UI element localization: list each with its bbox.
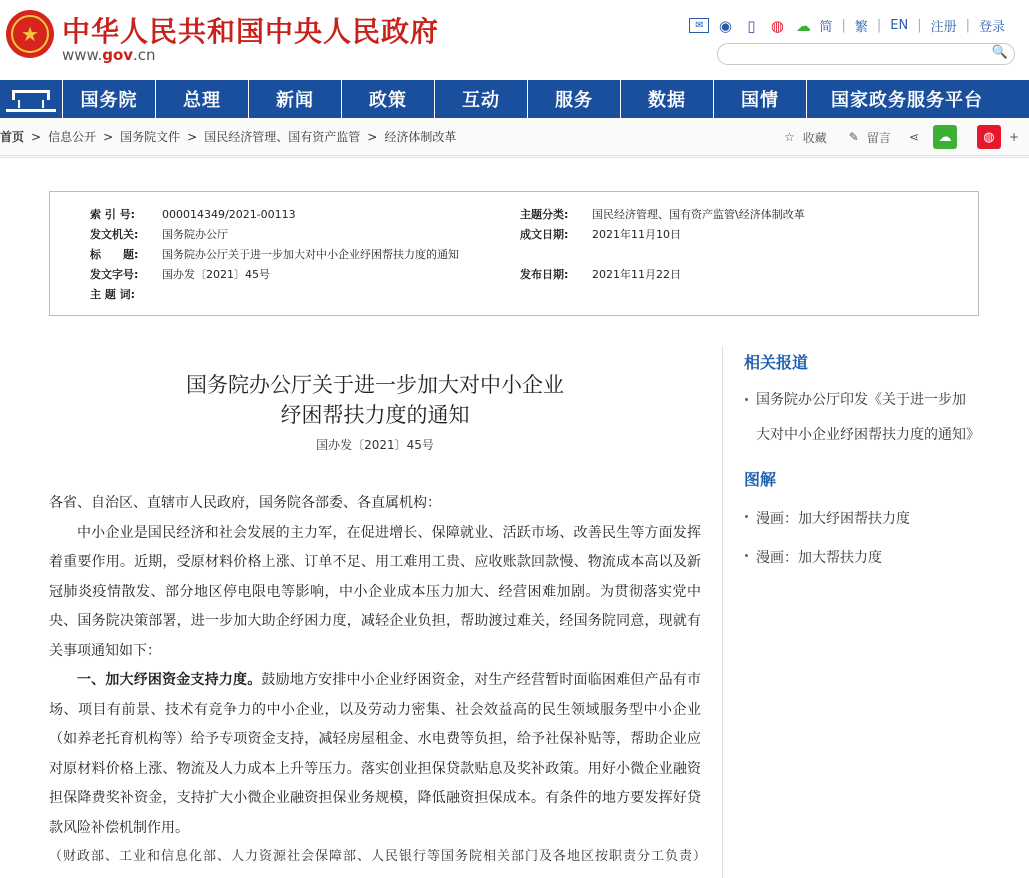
nav-item-interaction[interactable]: 互动	[434, 80, 527, 118]
link-simplified[interactable]: 简	[819, 20, 833, 35]
nav-item-data[interactable]: 数据	[620, 80, 713, 118]
issuer-value: 国务院办公厅	[162, 228, 228, 241]
docno-value: 国办发〔2021〕45号	[162, 268, 270, 281]
favorite-button[interactable]: 收藏	[802, 130, 827, 145]
article	[49, 370, 708, 871]
salutation: 各省、自治区、直辖市人民政府，国务院各部委、各直属机构：	[49, 495, 441, 511]
graphic-item[interactable]: 漫画：加大纾困帮扶力度	[744, 500, 1024, 539]
publish-date-value: 2021年11月22日	[592, 268, 681, 281]
sidebar-divider	[722, 346, 723, 878]
graphics-title: 图解	[744, 470, 777, 489]
graphic-item[interactable]: 漫画：加大帮扶力度	[744, 539, 1024, 578]
breadcrumb-state-council-docs[interactable]: 国务院文件	[120, 130, 181, 144]
paragraph-2-note: （财政部、工业和信息化部、人力资源社会保障部、人民银行等国务院相关部门及各地区按职责分工负责）	[49, 849, 708, 864]
keyword-label: 主 题 词:	[90, 288, 136, 301]
topic-label: 主题分类:	[520, 208, 569, 221]
link-login[interactable]: 登录	[978, 20, 1005, 35]
document-info-table	[49, 191, 979, 316]
article-body	[49, 489, 708, 871]
article-doc-number: 国办发〔2021〕45号	[316, 438, 434, 452]
weibo-icon[interactable]: ◍	[770, 16, 784, 35]
issuer-label: 发文机关:	[90, 228, 139, 241]
site-domain: www.gov.cn	[62, 46, 156, 64]
nav-item-service[interactable]: 服务	[527, 80, 620, 118]
comment-button[interactable]: 留言	[866, 130, 891, 145]
link-register[interactable]: 注册	[930, 20, 957, 35]
mail-icon[interactable]: ✉	[689, 18, 709, 33]
docno-label: 发文字号:	[90, 268, 139, 281]
paragraph-1: 中小企业是国民经济和社会发展的主力军，在促进增长、保障就业、活跃市场、改善民生等方面发挥着重要作用。近期，受原材料价格上涨、订单不足、用工难用工贵、应收账款回款慢、物流成本高以及新冠肺炎疫情散发、部分地区停电限电等影响，中小企业成本压力加大、经营困难加剧。为贯彻落实党中央、国务院决策部署，进一步加大助企纾困力度，减轻企业负担，帮助渡过难关，经国务院同意，现就有关事项通知如下：	[49, 524, 701, 659]
search-icon[interactable]: 🔍	[991, 45, 1008, 60]
date-value: 2021年11月10日	[592, 228, 681, 241]
breadcrumb-economy-management[interactable]: 国民经济管理、国有资产监管	[204, 130, 361, 144]
title-value: 国务院办公厅关于进一步加大对中小企业纾困帮扶力度的通知	[162, 248, 459, 261]
publish-date-label: 发布日期:	[520, 268, 569, 281]
wechat-share-icon[interactable]: ☁	[933, 125, 957, 149]
weibo-share-icon[interactable]: ◍	[977, 125, 1001, 149]
share-icon[interactable]: ⋖	[908, 130, 919, 144]
index-label: 索 引 号:	[90, 208, 136, 221]
article-title: 国务院办公厅关于进一步加大对中小企业 纾困帮扶力度的通知	[186, 373, 564, 427]
date-label: 成文日期:	[520, 228, 569, 241]
national-emblem-icon[interactable]: ★	[6, 10, 54, 58]
breadcrumb-info-public[interactable]: 信息公开	[48, 130, 97, 144]
nav-item-premier[interactable]: 总理	[155, 80, 248, 118]
breadcrumb: 首页 > 信息公开 > 国务院文件 > 国民经济管理、国有资产监管 > 经济体制改革 ☆ 收藏 ✎ 留言 ⋖ ☁ ◍ +	[0, 118, 1029, 156]
wechat-icon[interactable]: ☁	[795, 16, 811, 35]
paragraph-2: 一、加大纾困资金支持力度。鼓励地方安排中小企业纾困资金，对生产经营暂时面临困难但产品有市场、项目有前景、技术有竞争力的中小企业，以及劳动力密集、社会效益高的民生领域服务型中小企业（如养老托育机构等）给予专项资金支持，减轻房屋租金、水电费等负担，给予社保补贴等，帮助企业应对原材料价格上涨、物流及人力成本上升等压力。落实创业担保贷款贴息及奖补政策。用好小微企业融资担保降费奖补资金，支持扩大小微企业融资担保业务规模，降低融资担保成本。有条件的地方要发挥好贷款风险补偿机制作用。	[49, 672, 702, 836]
related-item[interactable]: 国务院办公厅印发《关于进一步加大对中小企业纾困帮扶力度的通知》	[744, 383, 976, 453]
site-header	[0, 0, 1029, 80]
main-nav	[0, 80, 1029, 118]
more-share-button[interactable]: +	[1008, 130, 1019, 144]
breadcrumb-home[interactable]: 首页	[0, 130, 25, 144]
nav-item-service-platform[interactable]: 国家政务服务平台	[806, 80, 996, 118]
section-heading: 一、加大纾困资金支持力度。	[77, 672, 262, 688]
index-value: 000014349/2021-00113	[162, 207, 296, 221]
star-icon[interactable]: ☆	[784, 130, 795, 144]
sidebar	[744, 350, 1024, 578]
title-label: 标 题:	[90, 248, 139, 261]
breadcrumb-reform[interactable]: 经济体制改革	[384, 130, 457, 144]
mobile-icon[interactable]: ▯	[747, 16, 756, 35]
link-traditional[interactable]: 繁	[854, 20, 868, 35]
nav-item-news[interactable]: 新闻	[248, 80, 341, 118]
nav-item-state-council[interactable]: 国务院	[62, 80, 155, 118]
chat-bubble-icon[interactable]: ◉	[718, 16, 732, 35]
related-reports-title: 相关报道	[744, 353, 809, 372]
search-input[interactable]	[717, 43, 1015, 65]
site-title[interactable]: 中华人民共和国中央人民政府	[62, 15, 440, 48]
top-links: ✉ ◉ ▯ ◍ ☁ 简 | 繁 | EN | 注册 | 登录	[689, 16, 1005, 35]
share-bar	[784, 125, 1019, 149]
nav-item-policy[interactable]: 政策	[341, 80, 434, 118]
nav-item-national-info[interactable]: 国情	[713, 80, 806, 118]
comment-icon[interactable]: ✎	[848, 130, 859, 144]
topic-value: 国民经济管理、国有资产监管\经济体制改革	[592, 208, 805, 221]
tiananmen-icon[interactable]	[0, 80, 62, 118]
link-english[interactable]: EN	[890, 18, 909, 33]
